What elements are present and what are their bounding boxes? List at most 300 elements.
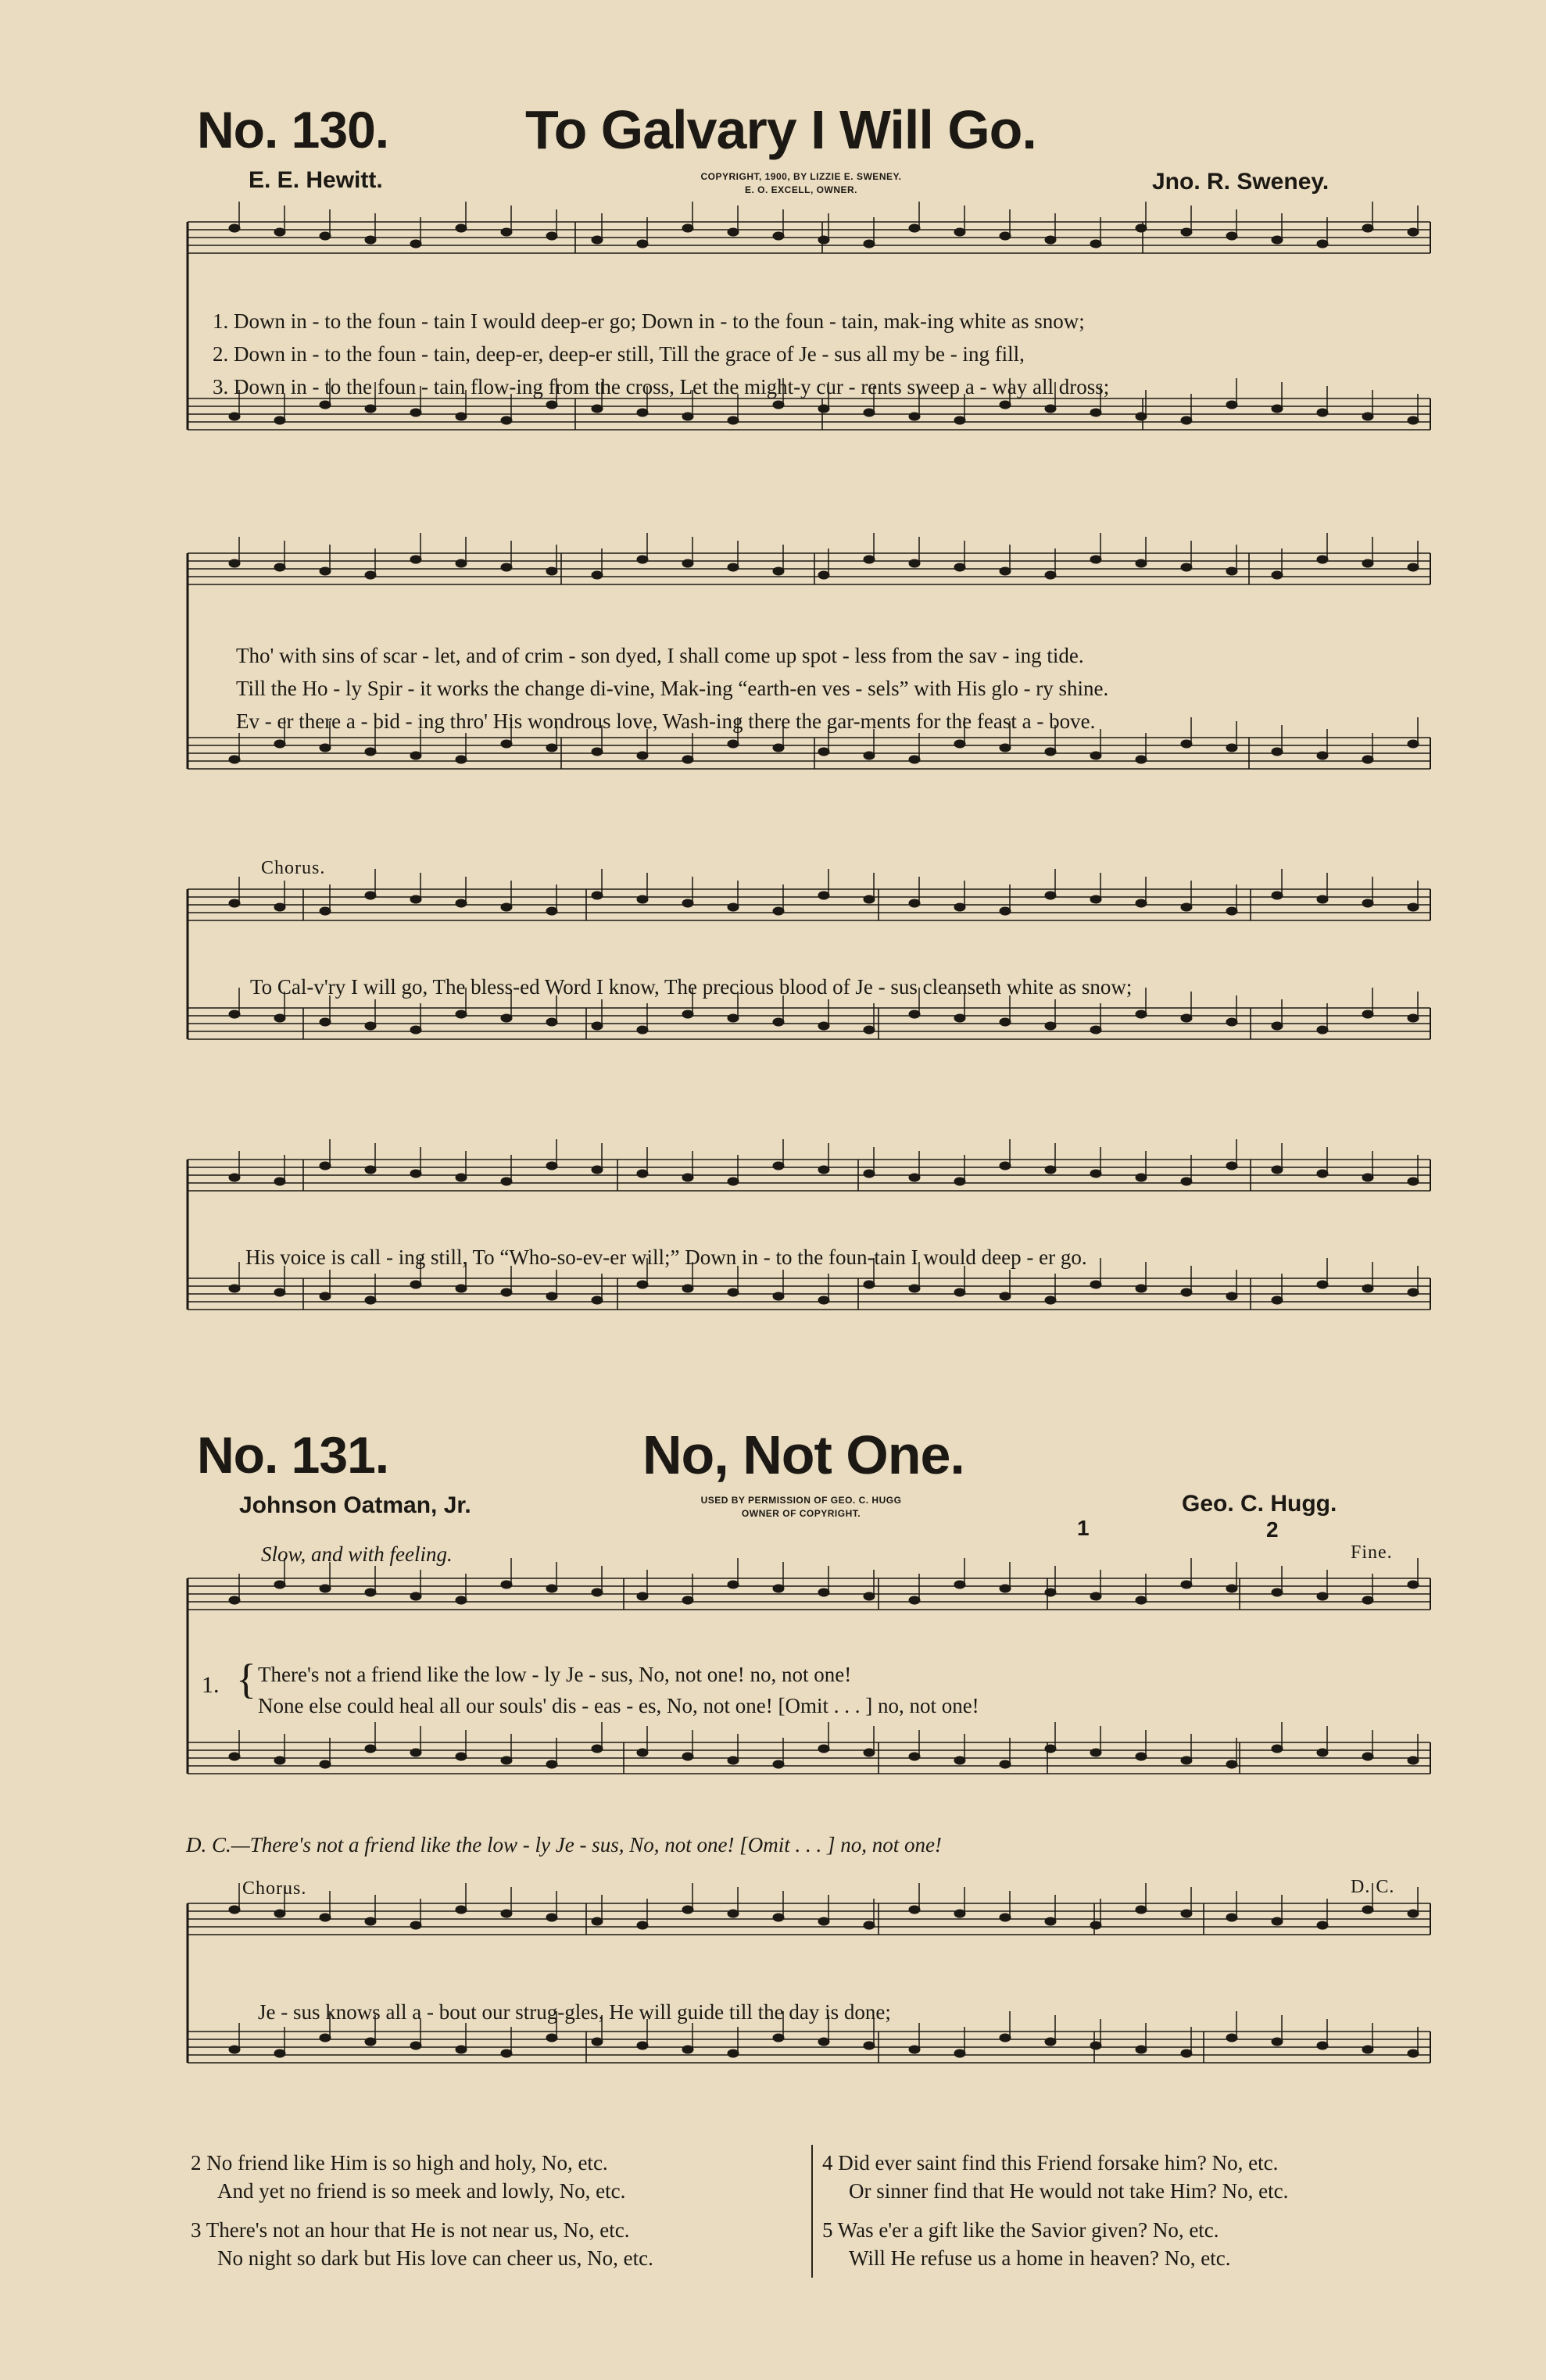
- verse-number: 1.: [202, 1672, 220, 1698]
- note-head: [909, 1285, 920, 1292]
- note-head: [546, 401, 557, 409]
- note-head: [1317, 2042, 1328, 2049]
- note-head: [1362, 1285, 1373, 1292]
- note-head: [456, 1753, 467, 1760]
- note-head: [1000, 1018, 1011, 1026]
- note-head: [320, 232, 331, 240]
- note-head: [1362, 1753, 1373, 1760]
- note-head: [456, 1174, 467, 1181]
- note-head: [1226, 744, 1237, 752]
- note-head: [456, 224, 467, 232]
- note-head: [1408, 1581, 1419, 1588]
- note-head: [1181, 1581, 1192, 1588]
- note-head: [1362, 559, 1373, 567]
- note-head: [546, 1914, 557, 1921]
- note-head: [1181, 1288, 1192, 1296]
- note-head: [1045, 748, 1056, 756]
- note-head: [637, 556, 648, 563]
- note-head: [1090, 1749, 1101, 1756]
- note-head: [1362, 224, 1373, 232]
- note-head: [592, 1022, 603, 1030]
- note-head: [637, 895, 648, 903]
- note-head: [1000, 1162, 1011, 1170]
- note-head: [818, 2038, 829, 2046]
- note-head: [410, 1281, 421, 1288]
- note-head: [320, 401, 331, 409]
- note-head: [1181, 563, 1192, 571]
- note-head: [1000, 1585, 1011, 1592]
- note-head: [320, 907, 331, 915]
- note-head: [274, 416, 285, 424]
- note-head: [501, 903, 512, 911]
- note-head: [1272, 748, 1283, 756]
- note-head: [1000, 907, 1011, 915]
- hymn-131-number: No. 131.: [197, 1426, 389, 1484]
- first-ending-number: 1: [1077, 1516, 1090, 1540]
- note-head: [909, 1010, 920, 1018]
- note-head: [954, 228, 965, 236]
- note-head: [728, 228, 739, 236]
- note-head: [410, 240, 421, 248]
- note-head: [229, 2046, 240, 2053]
- note-head: [1136, 1285, 1147, 1292]
- note-head: [229, 1285, 240, 1292]
- note-head: [229, 1174, 240, 1181]
- note-head: [864, 556, 875, 563]
- note-head: [954, 740, 965, 748]
- note-head: [501, 1177, 512, 1185]
- note-head: [728, 1177, 739, 1185]
- note-head: [682, 224, 693, 232]
- hymn-131-verse-line-1: There's not a friend like the low - ly Je - sus, No, not one! no, not one!: [258, 1663, 852, 1686]
- note-head: [1408, 416, 1419, 424]
- note-head: [1090, 752, 1101, 759]
- note-head: [456, 1010, 467, 1018]
- note-head: [1272, 892, 1283, 899]
- note-head: [728, 1014, 739, 1022]
- hymn-131-copyright: USED BY PERMISSION OF GEO. C. HUGG OWNER OF COPYRIGHT.: [700, 1495, 902, 1519]
- note-head: [909, 224, 920, 232]
- note-head: [1226, 567, 1237, 575]
- note-head: [818, 748, 829, 756]
- note-head: [728, 903, 739, 911]
- note-head: [501, 1288, 512, 1296]
- note-head: [728, 2049, 739, 2057]
- note-head: [909, 756, 920, 763]
- note-head: [637, 240, 648, 248]
- note-head: [818, 1588, 829, 1596]
- note-head: [320, 744, 331, 752]
- note-head: [1272, 1166, 1283, 1174]
- note-head: [365, 892, 376, 899]
- note-head: [365, 571, 376, 579]
- note-head: [410, 1170, 421, 1177]
- note-head: [954, 2049, 965, 2057]
- note-head: [1045, 1022, 1056, 1030]
- note-head: [592, 748, 603, 756]
- note-head: [728, 1288, 739, 1296]
- note-head: [682, 899, 693, 907]
- note-head: [320, 1760, 331, 1768]
- note-head: [818, 405, 829, 413]
- note-head: [1317, 240, 1328, 248]
- note-head: [1090, 1170, 1101, 1177]
- note-head: [1362, 756, 1373, 763]
- note-head: [773, 401, 784, 409]
- fine-marking: Fine.: [1351, 1542, 1393, 1563]
- note-head: [229, 413, 240, 420]
- note-head: [1090, 2042, 1101, 2049]
- note-head: [1408, 903, 1419, 911]
- note-head: [365, 1022, 376, 1030]
- note-head: [728, 1581, 739, 1588]
- note-head: [501, 563, 512, 571]
- note-head: [1181, 416, 1192, 424]
- note-head: [728, 1756, 739, 1764]
- dc-lyric-line: D. C.—There's not a friend like the low - ly Je - sus, No, not one! [Omit . . . ] no, not one!: [186, 1833, 942, 1856]
- note-head: [1272, 1296, 1283, 1304]
- note-head: [637, 1170, 648, 1177]
- note-head: [864, 2042, 875, 2049]
- note-head: [410, 752, 421, 759]
- note-head: [1181, 740, 1192, 748]
- hymn-130-copyright: COPYRIGHT, 1900, BY LIZZIE E. SWENEY. E. O. EXCELL, OWNER.: [700, 171, 902, 195]
- note-head: [1181, 1014, 1192, 1022]
- hymn-131-verse-line-2: None else could heal all our souls' dis - eas - es, No, not one! [Omit . . . ] no, not one!: [258, 1694, 979, 1717]
- note-head: [1226, 1018, 1237, 1026]
- note-head: [546, 1018, 557, 1026]
- note-head: [410, 895, 421, 903]
- note-head: [501, 228, 512, 236]
- note-head: [456, 413, 467, 420]
- note-head: [274, 1177, 285, 1185]
- note-head: [274, 2049, 285, 2057]
- note-head: [1362, 2046, 1373, 2053]
- note-head: [1362, 899, 1373, 907]
- note-head: [1362, 1010, 1373, 1018]
- note-head: [274, 228, 285, 236]
- note-head: [1408, 563, 1419, 571]
- note-head: [456, 559, 467, 567]
- note-head: [229, 756, 240, 763]
- note-head: [1408, 740, 1419, 748]
- note-head: [818, 1296, 829, 1304]
- note-head: [1181, 1177, 1192, 1185]
- hymn-130-verse-2-line-b: Till the Ho - ly Spir - it works the change di-vine, Mak-ing “earth-en ves - sels” with His glo - ry shine.: [236, 677, 1109, 700]
- dc-marking: D. C.: [1351, 1877, 1395, 1897]
- note-head: [1136, 2046, 1147, 2053]
- note-head: [546, 567, 557, 575]
- note-head: [773, 907, 784, 915]
- note-head: [1181, 2049, 1192, 2057]
- note-head: [1045, 571, 1056, 579]
- note-head: [1317, 556, 1328, 563]
- note-head: [501, 1014, 512, 1022]
- note-head: [1408, 228, 1419, 236]
- note-head: [546, 1162, 557, 1170]
- note-head: [909, 1596, 920, 1604]
- note-head: [1136, 559, 1147, 567]
- note-head: [682, 559, 693, 567]
- note-head: [456, 1285, 467, 1292]
- note-head: [365, 1917, 376, 1925]
- note-head: [954, 416, 965, 424]
- note-head: [592, 2038, 603, 2046]
- note-head: [1226, 1914, 1237, 1921]
- note-head: [229, 559, 240, 567]
- note-head: [274, 1910, 285, 1917]
- note-head: [1000, 567, 1011, 575]
- note-head: [365, 1588, 376, 1596]
- note-head: [1362, 413, 1373, 420]
- note-head: [1181, 1756, 1192, 1764]
- note-head: [320, 1162, 331, 1170]
- second-ending-number: 2: [1266, 1517, 1279, 1542]
- note-head: [1272, 1588, 1283, 1596]
- note-head: [592, 1166, 603, 1174]
- note-head: [1272, 1917, 1283, 1925]
- hymn-131-chorus-label: Chorus.: [242, 1878, 307, 1899]
- note-head: [1045, 1296, 1056, 1304]
- note-head: [365, 1166, 376, 1174]
- note-head: [728, 740, 739, 748]
- note-head: [1045, 405, 1056, 413]
- note-head: [1272, 236, 1283, 244]
- hymn-131-chorus-line: Je - sus knows all a - bout our strug-gles, He will guide till the day is done;: [258, 2000, 891, 2024]
- note-head: [1226, 1760, 1237, 1768]
- note-head: [1136, 1174, 1147, 1181]
- note-head: [274, 1581, 285, 1588]
- note-head: [320, 1018, 331, 1026]
- verse-brace: {: [236, 1656, 256, 1703]
- note-head: [1090, 409, 1101, 416]
- note-head: [1317, 1170, 1328, 1177]
- note-head: [1000, 232, 1011, 240]
- note-head: [501, 1756, 512, 1764]
- hymn-130-verse-2-line: 2. Down in - to the foun - tain, deep-er, deep-er still, Till the grace of Je - sus all my be - ing fill,: [213, 342, 1025, 366]
- note-head: [1181, 228, 1192, 236]
- note-head: [365, 1745, 376, 1753]
- note-head: [864, 1592, 875, 1600]
- note-head: [274, 1288, 285, 1296]
- note-head: [909, 413, 920, 420]
- note-head: [456, 899, 467, 907]
- note-head: [592, 1917, 603, 1925]
- note-head: [320, 1914, 331, 1921]
- note-head: [1408, 1014, 1419, 1022]
- note-head: [1226, 232, 1237, 240]
- note-head: [728, 416, 739, 424]
- note-head: [954, 1756, 965, 1764]
- note-head: [773, 744, 784, 752]
- note-head: [682, 756, 693, 763]
- verse-column-divider: [811, 2145, 813, 2278]
- note-head: [592, 892, 603, 899]
- note-head: [1045, 1166, 1056, 1174]
- note-head: [864, 895, 875, 903]
- note-head: [1317, 895, 1328, 903]
- note-head: [773, 1292, 784, 1300]
- note-head: [637, 1921, 648, 1929]
- note-head: [229, 1010, 240, 1018]
- note-head: [1045, 236, 1056, 244]
- note-head: [682, 2046, 693, 2053]
- note-head: [501, 1581, 512, 1588]
- note-head: [637, 752, 648, 759]
- note-head: [637, 1749, 648, 1756]
- note-head: [1408, 1177, 1419, 1185]
- note-head: [410, 1749, 421, 1756]
- note-head: [1181, 903, 1192, 911]
- note-head: [637, 1592, 648, 1600]
- note-head: [1226, 907, 1237, 915]
- note-head: [909, 899, 920, 907]
- note-head: [818, 1745, 829, 1753]
- note-head: [773, 1760, 784, 1768]
- hymn-130-words-by: E. E. Hewitt.: [249, 167, 383, 193]
- note-head: [773, 1162, 784, 1170]
- verses-right-column: [822, 2149, 1288, 2272]
- note-head: [818, 1022, 829, 1030]
- note-head: [1317, 1026, 1328, 1034]
- note-head: [1000, 744, 1011, 752]
- note-head: [365, 405, 376, 413]
- note-head: [546, 1585, 557, 1592]
- note-head: [1408, 2049, 1419, 2057]
- note-head: [909, 1174, 920, 1181]
- note-head: [1000, 1292, 1011, 1300]
- note-head: [546, 1292, 557, 1300]
- note-head: [592, 571, 603, 579]
- note-head: [229, 1596, 240, 1604]
- note-head: [1408, 1756, 1419, 1764]
- note-head: [954, 903, 965, 911]
- hymn-130-music-by: Jno. R. Sweney.: [1152, 169, 1329, 195]
- note-head: [592, 405, 603, 413]
- note-head: [909, 559, 920, 567]
- note-head: [773, 2034, 784, 2042]
- note-head: [1226, 1162, 1237, 1170]
- note-head: [274, 1014, 285, 1022]
- hymn-130-chorus-label: Chorus.: [261, 858, 326, 878]
- note-head: [592, 236, 603, 244]
- note-head: [1226, 1585, 1237, 1592]
- hymn-131-tempo: Slow, and with feeling.: [261, 1542, 453, 1566]
- hymn-130-verse-3-line-b: Ev - er there a - bid - ing thro' His wondrous love, Wash-ing there the gar-ments for the feast a - bove.: [236, 709, 1096, 733]
- note-head: [728, 1910, 739, 1917]
- note-head: [909, 1753, 920, 1760]
- note-head: [773, 232, 784, 240]
- note-head: [501, 1910, 512, 1917]
- note-head: [1317, 1592, 1328, 1600]
- note-head: [728, 563, 739, 571]
- hymn-130-verse-1-line: 1. Down in - to the foun - tain I would deep-er go; Down in - to the foun - tain, mak-ing white as snow;: [213, 309, 1085, 333]
- note-head: [410, 1921, 421, 1929]
- note-head: [592, 1588, 603, 1596]
- hymn-130-number: No. 130.: [197, 101, 389, 159]
- note-head: [1136, 1596, 1147, 1604]
- note-head: [546, 232, 557, 240]
- note-head: [1090, 556, 1101, 563]
- note-head: [1317, 752, 1328, 759]
- note-head: [320, 1585, 331, 1592]
- note-head: [1408, 1288, 1419, 1296]
- note-head: [365, 1296, 376, 1304]
- note-head: [229, 224, 240, 232]
- note-head: [501, 740, 512, 748]
- note-head: [818, 1917, 829, 1925]
- note-head: [410, 556, 421, 563]
- note-head: [1408, 1910, 1419, 1917]
- note-head: [954, 1581, 965, 1588]
- verse-block: 4 Did ever saint find this Friend forsake him? No, etc. Or sinner find that He would not take Him? No, etc.: [822, 2151, 1289, 2203]
- note-head: [1317, 1281, 1328, 1288]
- note-head: [1000, 1760, 1011, 1768]
- note-head: [1136, 1753, 1147, 1760]
- note-head: [1317, 1921, 1328, 1929]
- note-head: [592, 1745, 603, 1753]
- note-head: [1272, 1745, 1283, 1753]
- note-head: [274, 903, 285, 911]
- note-head: [954, 1288, 965, 1296]
- note-head: [773, 1914, 784, 1921]
- note-head: [1090, 1281, 1101, 1288]
- note-head: [1045, 892, 1056, 899]
- note-head: [1272, 2038, 1283, 2046]
- note-head: [954, 1014, 965, 1022]
- note-head: [320, 567, 331, 575]
- note-head: [682, 1753, 693, 1760]
- note-head: [1317, 409, 1328, 416]
- note-head: [320, 1292, 331, 1300]
- note-head: [864, 409, 875, 416]
- note-head: [410, 409, 421, 416]
- note-head: [1181, 1910, 1192, 1917]
- hymn-131-words-by: Johnson Oatman, Jr.: [239, 1492, 471, 1518]
- note-head: [1000, 1914, 1011, 1921]
- note-head: [864, 1026, 875, 1034]
- note-head: [818, 1166, 829, 1174]
- note-head: [1226, 401, 1237, 409]
- note-head: [864, 752, 875, 759]
- note-head: [1136, 756, 1147, 763]
- note-head: [1090, 1921, 1101, 1929]
- note-head: [410, 1592, 421, 1600]
- note-head: [682, 1174, 693, 1181]
- note-head: [365, 748, 376, 756]
- note-head: [773, 1018, 784, 1026]
- note-head: [682, 1906, 693, 1914]
- note-head: [320, 2034, 331, 2042]
- note-head: [864, 240, 875, 248]
- note-head: [274, 563, 285, 571]
- note-head: [1000, 401, 1011, 409]
- note-head: [229, 1906, 240, 1914]
- note-head: [1136, 413, 1147, 420]
- note-head: [773, 1585, 784, 1592]
- note-head: [954, 1177, 965, 1185]
- verses-left-column: [191, 2149, 653, 2272]
- note-head: [864, 1281, 875, 1288]
- hymn-130-verse-1-line-b: Tho' with sins of scar - let, and of crim - son dyed, I shall come up spot - less from the sav - ing tide.: [236, 644, 1084, 667]
- note-head: [909, 1906, 920, 1914]
- note-head: [864, 1921, 875, 1929]
- note-head: [1272, 571, 1283, 579]
- note-head: [546, 1760, 557, 1768]
- note-head: [1045, 1917, 1056, 1925]
- note-head: [1090, 895, 1101, 903]
- note-head: [1136, 899, 1147, 907]
